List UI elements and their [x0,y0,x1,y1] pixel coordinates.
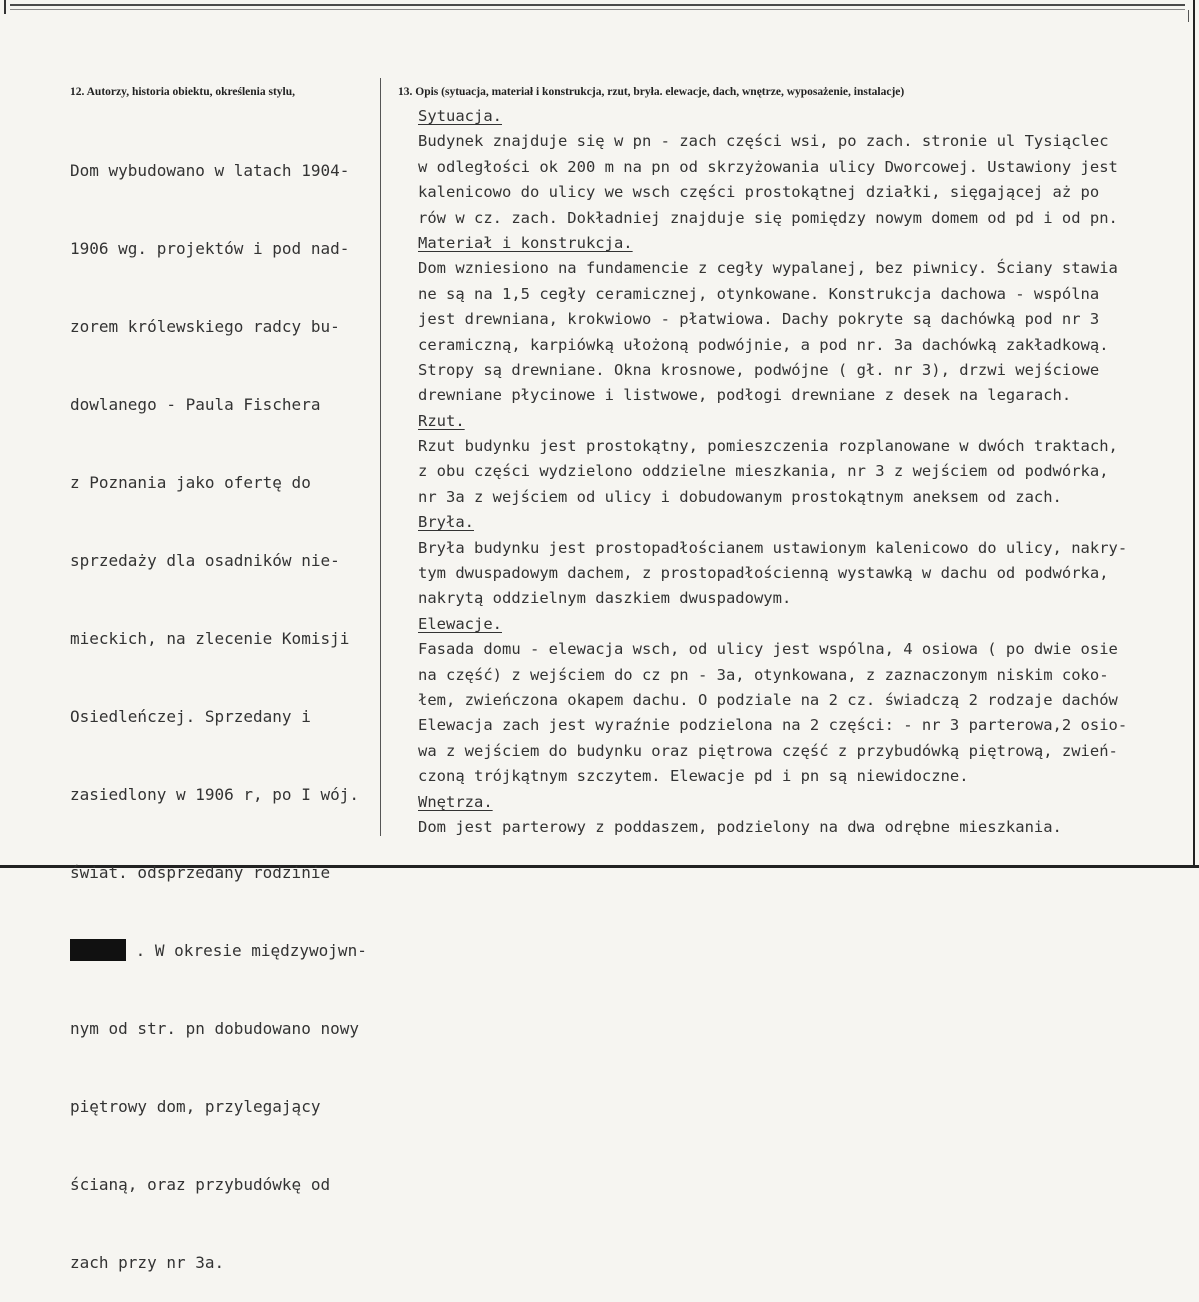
history-line: dowlanego - Paula Fischera [70,395,321,414]
description-row [418,307,1199,332]
description-line: czoną trójkątnym szczytem. Elewacje pd i pn są niewidoczne. [418,767,969,786]
description-row [418,383,1199,408]
description-line: nakrytą oddzielnym daszkiem dwuspadowym. [418,589,792,608]
description-row [418,815,1199,840]
description-row [418,510,1199,535]
description-line: drewniane płycinowe i listwowe, podłogi drewniane z desek na legarach. [418,386,1072,405]
description-line: jest drewniana, krokwiowo - płatwiowa. Dachy pokryte są dachówką pod nr 3 [418,310,1100,329]
description-line: Budynek znajduje się w pn - zach części wsi, po zach. stronie ul Tysiąclec [418,132,1109,151]
history-line: ścianą, oraz przybudówkę od [70,1175,331,1194]
description-text-column [418,104,1199,840]
description-row [418,790,1199,815]
history-line: zasiedlony w 1906 r, po I wój. [70,785,359,804]
history-line: piętrowy dom, przylegający [70,1097,321,1116]
description-row [418,764,1199,789]
description-row [418,536,1199,561]
redaction-box [70,939,126,961]
history-text-column [70,106,382,1302]
top-rule [10,4,1185,6]
section-heading: Materiał i konstrukcja. [418,233,633,252]
description-line: tym dwuspadowym dachem, z prostopadłościenną wystawką w dachu od podwórka, [418,564,1109,583]
description-line: kalenicowo do ulicy we wsch części prostokątnej działki, sięgającej aż po [418,183,1100,202]
description-line: Fasada domu - elewacja wsch, od ulicy jest wspólna, 4 osiowa ( po dwie osie [418,640,1118,659]
history-line: mieckich, na zlecenie Komisji [70,629,350,648]
section-13-header: 13. Opis (sytuacja, materiał i konstrukcja, rzut, bryła. elewacje, dach, wnętrze, wyposażenie, instalacje) [398,86,905,98]
description-row [418,459,1199,484]
description-line: ceramiczną, karpiówką ułożoną podwójnie, a pod nr. 3a dachówką zakładkową. [418,335,1109,354]
history-line: Dom wybudowano w latach 1904- [70,161,350,180]
description-row [418,155,1199,180]
description-row [418,256,1199,281]
description-line: rów w cz. zach. Dokładniej znajduje się pomiędzy nowym domem od pd i od pn. [418,208,1118,227]
history-line: Osiedleńczej. Sprzedany i [70,707,311,726]
description-row [418,104,1199,129]
description-row [418,129,1199,154]
description-line: wa z wejściem do budynku oraz piętrowa część z przybudówką piętrową, zwień- [418,741,1118,760]
history-line: zach przy nr 3a. [70,1253,225,1272]
description-row [418,485,1199,510]
description-row [418,637,1199,662]
description-line: łem, zwieńczona okapem dachu. O podziale na 2 cz. świadczą 2 rodzaje dachów [418,690,1118,709]
history-line: 1906 wg. projektów i pod nad- [70,239,350,258]
description-row [418,561,1199,586]
description-line: Stropy są drewniane. Okna krosnowe, podwójne ( gł. nr 3), drzwi wejściowe [418,360,1100,379]
description-line: Elewacja zach jest wyraźnie podzielona na 2 części: - nr 3 parterowa,2 osio- [418,716,1128,735]
history-line: zorem królewskiego radcy bu- [70,317,340,336]
section-heading: Wnętrza. [418,792,493,811]
description-line: nr 3a z wejściem od ulicy i dobudowanym prostokątnym aneksem od zach. [418,487,1062,506]
section-heading: Sytuacja. [418,107,502,125]
description-line: Bryła budynku jest prostopadłościanem ustawionym kalenicowo do ulicy, nakry- [418,538,1128,557]
section-12-header: 12. Autorzy, historia obiektu, określenia stylu, [70,86,296,98]
description-row [418,180,1199,205]
description-line: w odległości ok 200 m na pn od skrzyżowania ulicy Dworcowej. Ustawiony jest [418,157,1118,176]
history-line: świat. odsprzedany rodzinie [70,863,331,882]
section-heading: Elewacje. [418,614,502,633]
description-line: Dom wzniesiono na fundamencie z cegły wypalanej, bez piwnicy. Ściany stawia [418,259,1118,278]
description-row [418,282,1199,307]
description-row [418,333,1199,358]
history-line-redacted [70,938,382,964]
section-heading: Bryła. [418,513,474,532]
description-line: na część) z wejściem do cz pn - 3a, otynkowana, z zaznaczonym niskim coko- [418,665,1109,684]
margin-tick-right [1188,10,1189,22]
description-row [418,409,1199,434]
description-line: z obu części wydzielono oddzielne mieszkania, nr 3 z wejściem od podwórka, [418,462,1109,481]
description-row [418,434,1199,459]
history-line: z Poznania jako ofertę do [70,473,311,492]
description-row [418,713,1199,738]
margin-tick-left [4,0,6,14]
description-line: ne są na 1,5 cegły ceramicznej, otynkowane. Konstrukcja dachowa - wspólna [418,284,1100,303]
description-row [418,688,1199,713]
top-rule-thin [10,9,1185,10]
description-row [418,612,1199,637]
history-line: nym od str. pn dobudowano nowy [70,1019,359,1038]
description-line: Dom jest parterowy z poddaszem, podzielony na dwa odrębne mieszkania. [418,817,1062,836]
description-row [418,231,1199,256]
description-row [418,739,1199,764]
section-heading: Rzut. [418,411,465,430]
history-line-text: . W okresie międzywojwn- [135,941,367,960]
history-line: sprzedaży dla osadników nie- [70,551,340,570]
description-row [418,358,1199,383]
description-row [418,663,1199,688]
description-row [418,586,1199,611]
description-line: Rzut budynku jest prostokątny, pomieszczenia rozplanowane w dwóch traktach, [418,437,1118,456]
description-row [418,206,1199,231]
